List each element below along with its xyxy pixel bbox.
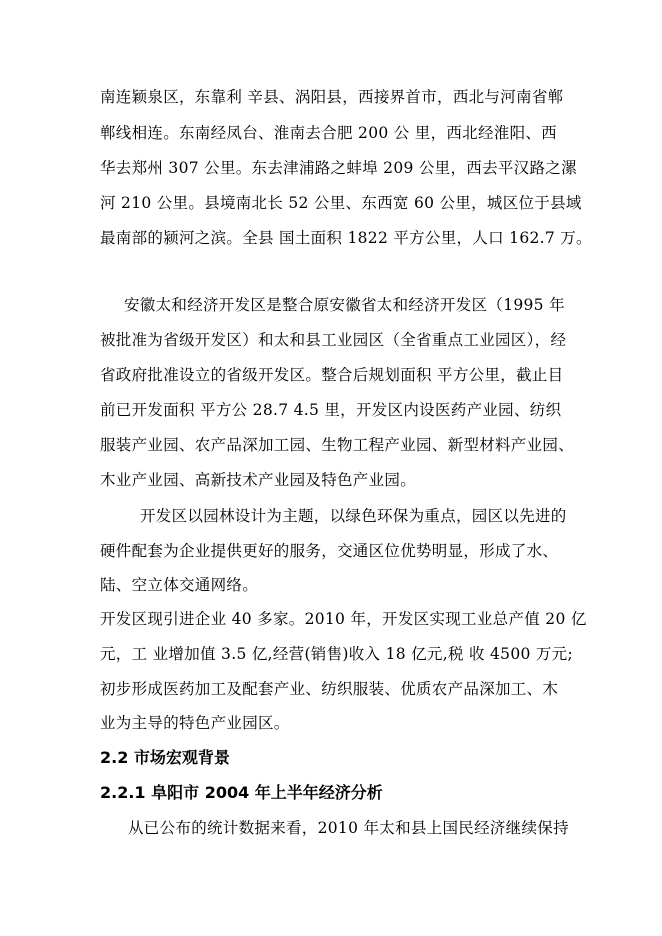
enterprises-line-3: 初步形成医药加工及配套产业、纺织服装、优质农产品深加工、木 xyxy=(100,680,559,698)
garden-line-3: 陆、空立体交通网络。 xyxy=(100,576,259,594)
garden-line-1: 开发区以园林设计为主题，以绿色环保为重点，园区以先进的 xyxy=(140,507,567,525)
location-line-4: 河 210 公里。县境南北长 52 公里、东西宽 60 公里，城区位于县域 xyxy=(100,194,582,212)
location-line-3: 华去郑州 307 公里。东去津浦路之蚌埠 209 公里，西去平汉路之漯 xyxy=(100,159,577,177)
enterprises-line-1: 开发区现引进企业 40 多家。2010 年，开发区实现工业总产值 20 亿 xyxy=(100,610,587,628)
devzone-line-5: 服装产业园、农产品深加工园、生物工程产业园、新型材料产业园、 xyxy=(100,436,575,454)
enterprises-line-2: 元，工 业增加值 3.5 亿,经营(销售)收入 18 亿元,税 收 4500 万元; xyxy=(100,645,574,663)
devzone-line-6: 木业产业园、高新技术产业园及特色产业园。 xyxy=(100,471,417,489)
section-heading-2-2-1: 2.2.1 阜阳市 2004 年上半年经济分析 xyxy=(100,783,383,802)
devzone-line-3: 省政府批准设立的省级开发区。整合后规划面积 平方公里，截止目 xyxy=(100,366,564,384)
stats-line-1: 从已公布的统计数据来看，2010 年太和县上国民经济继续保持 xyxy=(128,819,569,837)
garden-line-2: 硬件配套为企业提供更好的服务，交通区位优势明显，形成了水、 xyxy=(100,542,559,560)
devzone-line-1: 安徽太和经济开发区是整合原安徽省太和经济开发区（1995 年 xyxy=(124,296,565,314)
section-heading-2-2: 2.2 市场宏观背景 xyxy=(100,748,230,767)
devzone-line-2: 被批准为省级开发区）和太和县工业园区（全省重点工业园区），经 xyxy=(100,331,567,349)
location-line-5: 最南部的颍河之滨。全县 国土面积 1822 平方公里，人口 162.7 万。 xyxy=(100,229,592,247)
location-line-2: 郸线相连。东南经凤台、淮南去合肥 200 公 里，西北经淮阳、西 xyxy=(100,124,557,142)
enterprises-line-4: 业为主导的特色产业园区。 xyxy=(100,714,290,732)
location-line-1: 南连颖泉区，东靠利 辛县、涡阳县，西接界首市，西北与河南省郸 xyxy=(100,88,564,106)
devzone-line-4: 前已开发面积 平方公 28.7 4.5 里，开发区内设医药产业园、纺织 xyxy=(100,401,562,419)
